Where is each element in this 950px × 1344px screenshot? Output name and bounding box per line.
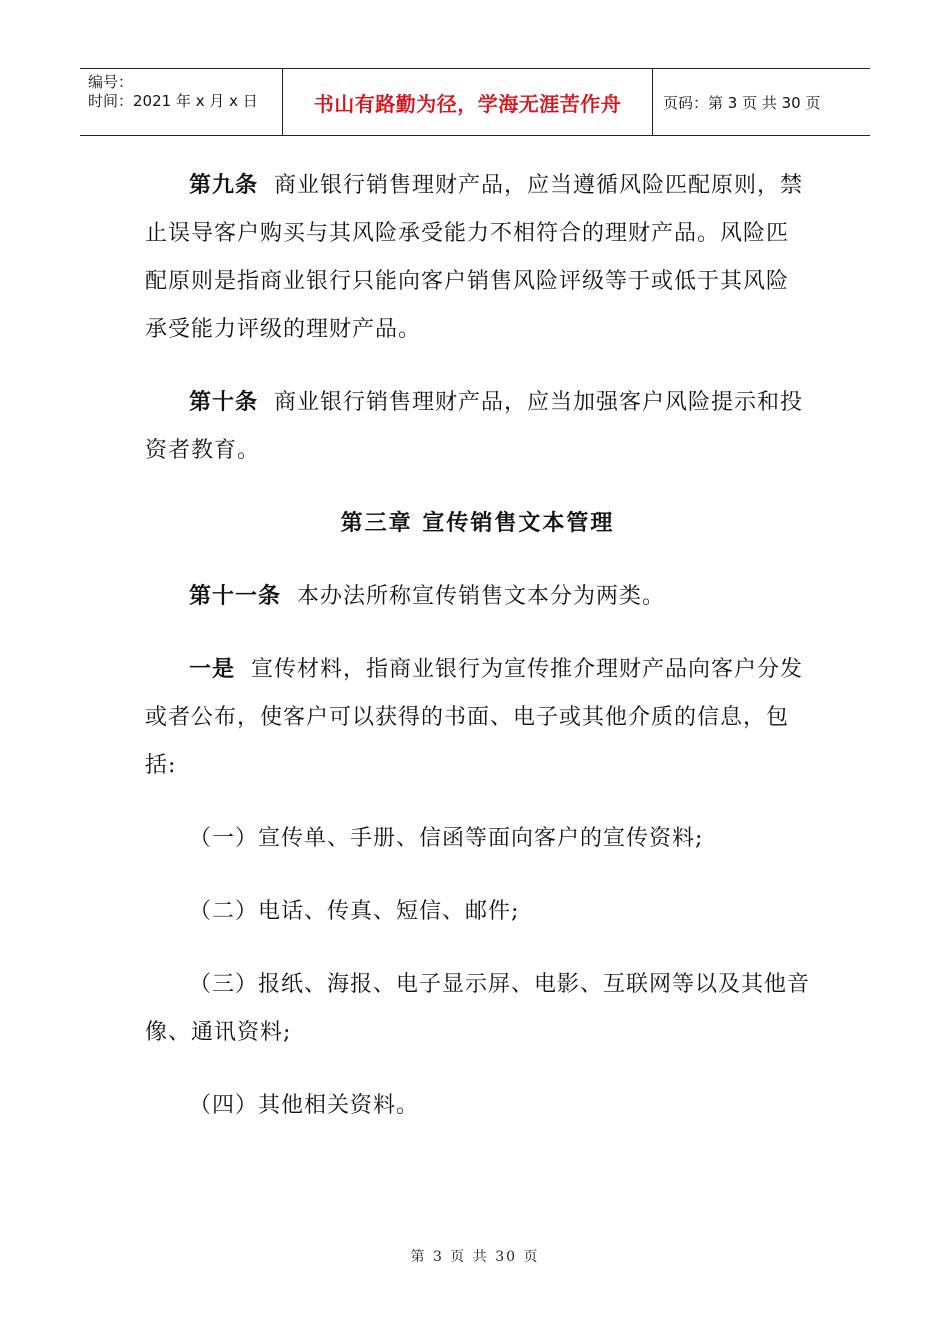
list-item-2: （二）电话、传真、短信、邮件; bbox=[189, 899, 520, 924]
article-9-text: 商业银行销售理财产品，应当遵循风险匹配原则，禁止误导客户购买与其风险承受能力不相符合的理财产品。风险匹配原则是指商业银行只能向客户销售风险评级等于或低于其风险承受能力评级的理财产品。 bbox=[145, 173, 804, 342]
article-10-text: 商业银行销售理财产品，应当加强客户风险提示和投资者教育。 bbox=[145, 390, 804, 463]
category-one-text: 宣传材料，指商业银行为宣传推介理财产品向客户分发或者公布，使客户可以获得的书面、电子或其他介质的信息，包括: bbox=[145, 657, 804, 778]
page-footer: 第 3 页 共 30 页 bbox=[410, 1249, 540, 1265]
chapter-3-title: 第三章 宣传销售文本管理 bbox=[340, 511, 615, 536]
article-9 bbox=[145, 162, 810, 354]
header-motto: 书山有路勤为径，学海无涯苦作舟 bbox=[313, 91, 622, 116]
header-motto-cell bbox=[283, 69, 653, 135]
article-11 bbox=[145, 573, 810, 621]
list-item-4: （四）其他相关资料。 bbox=[189, 1093, 420, 1118]
article-10-heading: 第十条 bbox=[189, 390, 259, 415]
header-page-cell bbox=[653, 69, 870, 135]
document-body bbox=[145, 162, 810, 1130]
article-10 bbox=[145, 379, 810, 475]
category-one-heading: 一是 bbox=[189, 657, 236, 682]
article-11-heading: 第十一条 bbox=[189, 584, 282, 609]
number-label: 编号： bbox=[88, 73, 134, 91]
article-9-heading: 第九条 bbox=[189, 173, 259, 198]
header-page-info: 页码：第 3 页 共 30 页 bbox=[663, 93, 821, 112]
time-label: 时间：2021 年 x 月 x 日 bbox=[88, 92, 258, 110]
document-header bbox=[80, 68, 870, 136]
list-item-1: （一）宣传单、手册、信函等面向客户的宣传资料; bbox=[189, 826, 704, 851]
category-one bbox=[145, 646, 810, 790]
list-item-3: （三）报纸、海报、电子显示屏、电影、互联网等以及其他音像、通讯资料; bbox=[145, 972, 811, 1045]
article-11-text: 本办法所称宣传销售文本分为两类。 bbox=[297, 584, 666, 609]
header-meta-cell bbox=[80, 69, 283, 135]
